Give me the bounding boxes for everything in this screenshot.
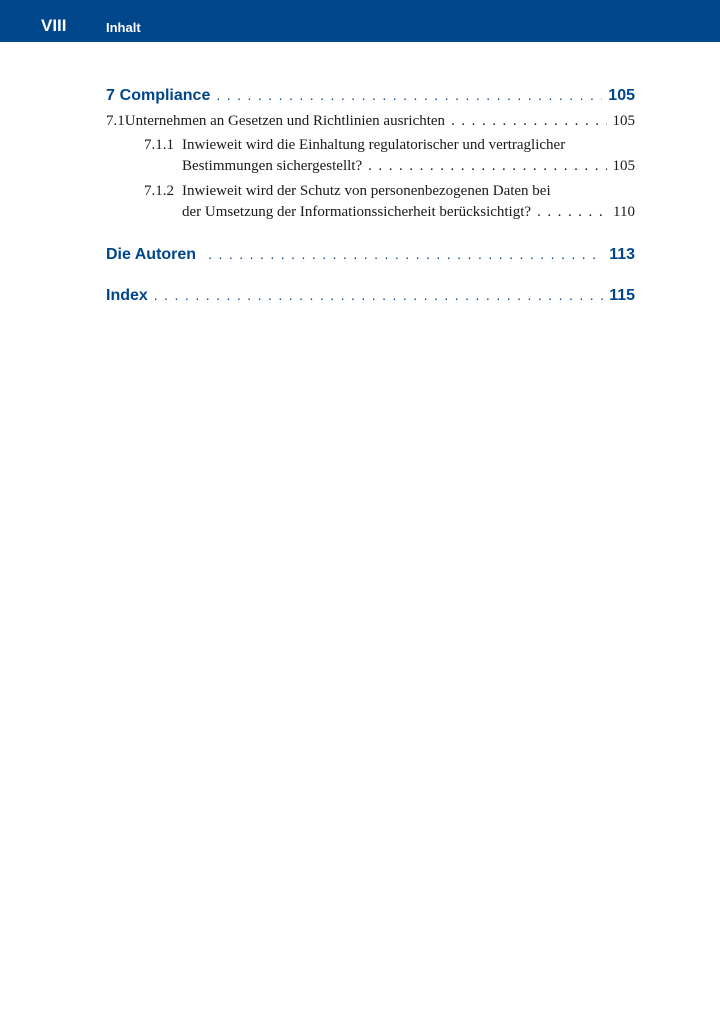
toc-leader-dots	[368, 157, 606, 176]
toc-section-title: Unternehmen an Gesetzen und Richtlinien ausrichten	[124, 113, 446, 129]
toc-page-number: 105	[608, 87, 635, 104]
toc-leader-dots	[216, 85, 602, 105]
toc-chapter-title: Compliance	[119, 87, 211, 104]
toc-subsection-title-line2: Bestimmungen sichergestellt?	[182, 158, 363, 174]
toc-entry-section-7-1[interactable]	[106, 112, 635, 131]
toc-page-number: 105	[612, 158, 635, 174]
toc-entry-chapter-7[interactable]	[106, 85, 635, 106]
toc-page-number: 115	[609, 287, 635, 304]
toc-subsection-number: 7.1.1	[144, 137, 174, 153]
toc-section-number: 7.1	[106, 113, 125, 129]
toc-page-number: 110	[613, 204, 635, 220]
toc-chapter-number: 7	[106, 87, 115, 104]
toc-subsection-title-line1: Inwieweit wird der Schutz von personenbezogenen Daten bei	[182, 183, 551, 199]
running-header-title: Inhalt	[106, 20, 141, 35]
toc-page-number: 105	[612, 113, 635, 129]
toc-leader-dots	[451, 112, 606, 131]
toc-leader-dots	[537, 203, 607, 222]
toc-chapter-title: Index	[106, 287, 148, 304]
toc-subsection-line2	[182, 157, 635, 176]
toc-entry-index[interactable]	[106, 285, 635, 306]
toc-leader-dots	[208, 244, 603, 264]
toc-entry-authors[interactable]	[106, 244, 635, 265]
toc-subsection-title-line2: der Umsetzung der Informationssicherheit berücksichtigt?	[182, 204, 532, 220]
page-header-bar	[0, 0, 720, 42]
page-number: VIII	[41, 16, 67, 35]
toc-subsection-number: 7.1.2	[144, 183, 174, 199]
toc-page-number: 113	[609, 246, 635, 263]
toc-chapter-title: Die Autoren	[106, 246, 197, 263]
toc-leader-dots	[154, 285, 603, 305]
toc-subsection-line2	[182, 203, 635, 222]
toc-subsection-title-line1: Inwieweit wird die Einhaltung regulatorischer und vertraglicher	[182, 137, 566, 153]
